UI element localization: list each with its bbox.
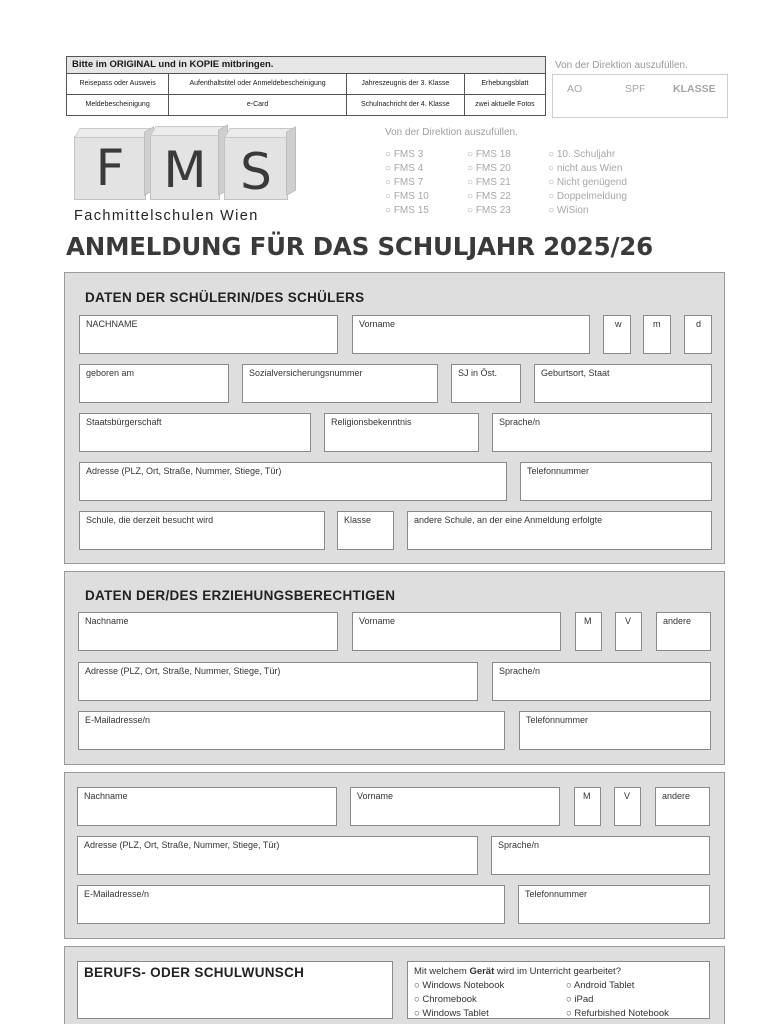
fms-logo [72, 126, 302, 226]
career-wish-field[interactable] [77, 961, 393, 1019]
guardian1-firstname-field[interactable]: Vorname [352, 612, 561, 651]
student-lastname-field[interactable]: NACHNAME [79, 315, 338, 354]
guardian2-firstname-field[interactable]: Vorname [350, 787, 560, 826]
guardian1-mother-checkbox[interactable]: M [575, 612, 602, 651]
status-option[interactable]: ○ nicht aus Wien [548, 162, 627, 176]
student-section-title: DATEN DER SCHÜLERIN/DES SCHÜLERS [85, 290, 365, 305]
fms-option[interactable]: ○ FMS 18 [467, 148, 511, 162]
logo-letter-f: F [95, 139, 125, 197]
logo-cube [224, 136, 288, 200]
device-question-box [407, 961, 710, 1019]
fms-option[interactable]: ○ FMS 23 [467, 204, 511, 218]
device-option[interactable]: ○ Refurbished Notebook [566, 1008, 669, 1019]
guardian-section-title: DATEN DER/DES ERZIEHUNGSBERECHTIGEN [85, 588, 396, 603]
requirement-cell: Aufenthaltstitel oder Anmeldebescheinigung [169, 74, 347, 95]
device-option[interactable]: ○ Windows Notebook [414, 980, 504, 991]
class-field[interactable]: Klasse [337, 511, 394, 550]
fms-option[interactable]: ○ FMS 15 [385, 204, 429, 218]
logo-cube [150, 134, 220, 200]
direction-field-ao: AO [567, 83, 583, 95]
device-option[interactable]: ○ Windows Tablet [414, 1008, 489, 1019]
requirement-cell: Meldebescheinigung [67, 95, 169, 116]
requirement-cell: Jahreszeugnis der 3. Klasse [346, 74, 464, 95]
guardian2-language-field[interactable]: Sprache/n [491, 836, 710, 875]
direction-field-klasse: KLASSE [673, 83, 716, 95]
career-section-title: BERUFS- ODER SCHULWUNSCH [84, 965, 305, 980]
fms-option[interactable]: ○ FMS 10 [385, 190, 429, 204]
requirement-cell: Reisepass oder Ausweis [67, 74, 169, 95]
gender-d-checkbox[interactable]: d [684, 315, 712, 354]
gender-w-checkbox[interactable]: w [603, 315, 631, 354]
direction-options-col3 [548, 148, 627, 218]
current-school-field[interactable]: Schule, die derzeit besucht wird [79, 511, 325, 550]
fms-option[interactable]: ○ FMS 3 [385, 148, 429, 162]
career-section [64, 946, 725, 1024]
citizenship-field[interactable]: Staatsbürgerschaft [79, 413, 311, 452]
student-language-field[interactable]: Sprache/n [492, 413, 712, 452]
fms-option[interactable]: ○ FMS 4 [385, 162, 429, 176]
birthdate-field[interactable]: geboren am [79, 364, 229, 403]
status-option[interactable]: ○ 10. Schuljahr [548, 148, 627, 162]
requirement-cell: e-Card [169, 95, 347, 116]
direction-top-box [552, 74, 728, 118]
device-option[interactable]: ○ Chromebook [414, 994, 477, 1005]
logo-caption: Fachmittelschulen Wien [74, 208, 259, 224]
social-security-field[interactable]: Sozialversicherungsnummer [242, 364, 438, 403]
requirements-header: Bitte im ORIGINAL und in KOPIE mitbringen. [67, 57, 546, 74]
requirement-cell: Schulnachricht der 4. Klasse [346, 95, 464, 116]
student-firstname-field[interactable]: Vorname [352, 315, 590, 354]
direction-options-col2 [467, 148, 511, 218]
religion-field[interactable]: Religionsbekenntnis [324, 413, 479, 452]
guardian2-section [64, 772, 725, 939]
student-phone-field[interactable]: Telefonnummer [520, 462, 712, 501]
student-section [64, 272, 725, 564]
status-option[interactable]: ○ Doppelmeldung [548, 190, 627, 204]
guardian1-language-field[interactable]: Sprache/n [492, 662, 711, 701]
logo-letter-s: S [240, 143, 272, 201]
guardian1-lastname-field[interactable]: Nachname [78, 612, 338, 651]
logo-cube [74, 136, 146, 200]
status-option[interactable]: ○ WiSion [548, 204, 627, 218]
device-question: Mit welchem Gerät wird im Unterricht gearbeitet? [414, 966, 621, 977]
guardian2-address-field[interactable]: Adresse (PLZ, Ort, Straße, Nummer, Stiege, Tür) [77, 836, 478, 875]
requirements-table [66, 56, 546, 116]
guardian2-lastname-field[interactable]: Nachname [77, 787, 337, 826]
guardian2-phone-field[interactable]: Telefonnummer [518, 885, 710, 924]
other-school-field[interactable]: andere Schule, an der eine Anmeldung erfolgte [407, 511, 712, 550]
guardian2-other-checkbox[interactable]: andere [655, 787, 710, 826]
guardian1-email-field[interactable]: E-Mailadresse/n [78, 711, 505, 750]
fms-option[interactable]: ○ FMS 20 [467, 162, 511, 176]
requirement-cell: Erhebungsblatt [464, 74, 545, 95]
fms-option[interactable]: ○ FMS 22 [467, 190, 511, 204]
guardian1-section [64, 571, 725, 765]
direction-top-label: Von der Direktion auszufüllen. [555, 60, 688, 71]
guardian1-father-checkbox[interactable]: V [615, 612, 642, 651]
direction-options-col1 [385, 148, 429, 218]
gender-m-checkbox[interactable]: m [643, 315, 671, 354]
guardian1-other-checkbox[interactable]: andere [656, 612, 711, 651]
guardian2-father-checkbox[interactable]: V [614, 787, 641, 826]
school-years-austria-field[interactable]: SJ in Öst. [451, 364, 521, 403]
requirement-cell: zwei aktuelle Fotos [464, 95, 545, 116]
guardian1-address-field[interactable]: Adresse (PLZ, Ort, Straße, Nummer, Stiege, Tür) [78, 662, 478, 701]
page-title: ANMELDUNG FÜR DAS SCHULJAHR 2025/26 [66, 232, 653, 261]
student-address-field[interactable]: Adresse (PLZ, Ort, Straße, Nummer, Stiege, Tür) [79, 462, 507, 501]
direction-field-spf: SPF [625, 83, 646, 95]
direction-list-label: Von der Direktion auszufüllen. [385, 127, 518, 138]
status-option[interactable]: ○ Nicht genügend [548, 176, 627, 190]
guardian2-mother-checkbox[interactable]: M [574, 787, 601, 826]
device-option[interactable]: ○ iPad [566, 994, 593, 1005]
device-option[interactable]: ○ Android Tablet [566, 980, 634, 991]
guardian1-phone-field[interactable]: Telefonnummer [519, 711, 711, 750]
fms-option[interactable]: ○ FMS 7 [385, 176, 429, 190]
logo-letter-m: M [163, 141, 207, 199]
guardian2-email-field[interactable]: E-Mailadresse/n [77, 885, 505, 924]
fms-option[interactable]: ○ FMS 21 [467, 176, 511, 190]
birthplace-field[interactable]: Geburtsort, Staat [534, 364, 712, 403]
